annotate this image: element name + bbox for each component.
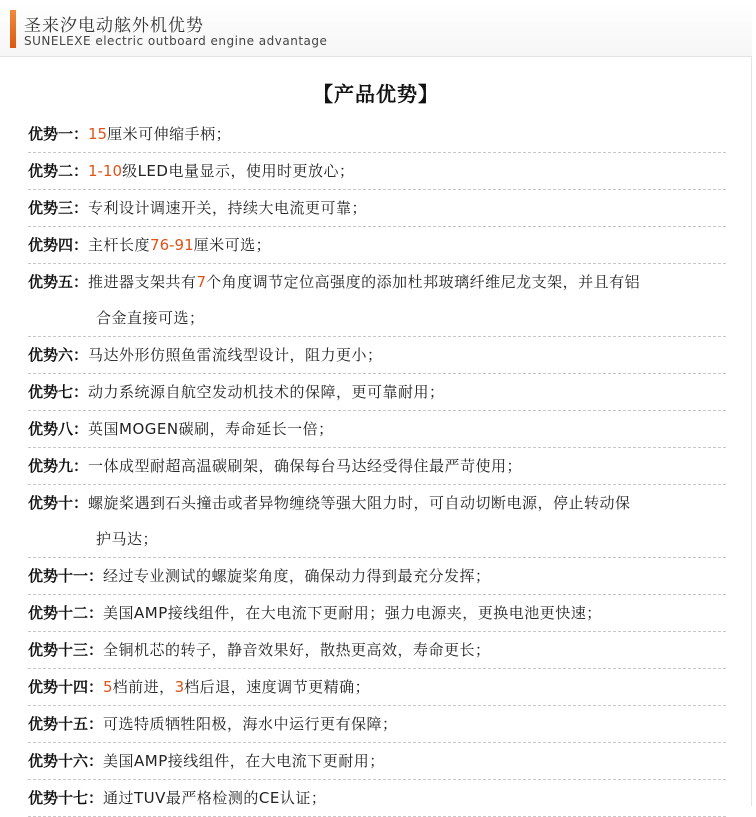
header-subtitle: SUNELEXE electric outboard engine advantage — [24, 34, 328, 48]
highlight-number: 1-10 — [88, 162, 123, 180]
header-title: 圣来汐电动舷外机优势 — [24, 16, 204, 36]
advantage-text: 全铜机芯的转子，静音效果好，散热更高效，寿命更长； — [103, 641, 491, 659]
advantage-item — [28, 632, 726, 669]
advantage-item — [28, 485, 726, 558]
advantage-item — [28, 264, 726, 337]
advantage-label: 优势十七： — [28, 789, 104, 807]
advantage-text: 螺旋桨遇到石头撞击或者异物缠绕等强大阻力时，可自动切断电源，停止转动保 — [88, 494, 631, 512]
advantage-item — [28, 595, 726, 632]
header — [0, 0, 752, 57]
advantage-label: 优势九： — [28, 457, 89, 475]
advantage-list — [28, 116, 726, 817]
highlight-number: 7 — [196, 273, 207, 291]
advantage-text: 美国AMP接线组件，在大电流下更耐用；强力电源夹，更换电池更快速； — [103, 604, 602, 622]
advantage-item — [28, 669, 726, 706]
advantage-item — [28, 780, 726, 817]
advantage-item — [28, 743, 726, 780]
advantage-label: 优势四： — [28, 236, 89, 254]
advantage-item — [28, 706, 726, 743]
advantage-label: 优势十： — [28, 494, 89, 512]
advantage-label: 优势六： — [28, 346, 89, 364]
advantage-label: 优势十六： — [28, 752, 104, 770]
advantage-text: 个角度调节定位高强度的添加杜邦玻璃纤维尼龙支架，并且有铝 — [206, 273, 641, 291]
advantage-text: 厘米可选； — [193, 236, 272, 254]
advantage-text: 可选特质牺牲阳极，海水中运行更有保障； — [103, 715, 398, 733]
highlight-number: 76-91 — [150, 236, 194, 254]
highlight-number: 15 — [88, 125, 108, 143]
advantage-label: 优势八： — [28, 420, 89, 438]
advantage-text: 档后退，速度调节更精确； — [184, 678, 371, 696]
advantage-label: 优势七： — [28, 383, 89, 401]
highlight-number: 3 — [174, 678, 185, 696]
advantage-text-continued: 合金直接可选； — [96, 309, 205, 327]
advantage-text: 马达外形仿照鱼雷流线型设计，阻力更小； — [88, 346, 383, 364]
advantage-item — [28, 558, 726, 595]
advantage-text: 经过专业测试的螺旋桨角度，确保动力得到最充分发挥； — [103, 567, 491, 585]
advantage-item — [28, 337, 726, 374]
advantage-text: 档前进， — [112, 678, 175, 696]
advantage-item — [28, 153, 726, 190]
header-accent-bar — [10, 10, 16, 48]
advantage-label: 优势二： — [28, 162, 89, 180]
advantage-item — [28, 190, 726, 227]
advantage-text: 主杆长度 — [88, 236, 151, 254]
advantage-text: 推进器支架共有 — [88, 273, 197, 291]
advantage-item — [28, 116, 726, 153]
advantage-text: 美国AMP接线组件，在大电流下更耐用； — [103, 752, 385, 770]
advantage-label: 优势十一： — [28, 567, 104, 585]
advantage-label: 优势十五： — [28, 715, 104, 733]
advantage-text: 通过TUV最严格检测的CE认证； — [103, 789, 327, 807]
advantage-label: 优势三： — [28, 199, 89, 217]
advantage-label: 优势十四： — [28, 678, 104, 696]
advantage-item — [28, 227, 726, 264]
advantage-label: 优势十三： — [28, 641, 104, 659]
advantage-text-continued: 护马达； — [96, 530, 159, 548]
highlight-number: 5 — [103, 678, 113, 696]
advantage-text: 一体成型耐超高温碳刷架，确保每台马达经受得住最严苛使用； — [88, 457, 523, 475]
advantage-item — [28, 374, 726, 411]
advantage-label: 优势十二： — [28, 604, 104, 622]
advantage-text: 动力系统源自航空发动机技术的保障，更可靠耐用； — [88, 383, 445, 401]
advantage-text: 英国MOGEN碳刷，寿命延长一倍； — [88, 420, 334, 438]
section-title: 【产品优势】 — [313, 82, 439, 106]
advantage-text: 专利设计调速开关，持续大电流更可靠； — [88, 199, 368, 217]
advantage-text: 厘米可伸缩手柄； — [107, 125, 232, 143]
advantage-label: 优势五： — [28, 273, 89, 291]
advantage-label: 优势一： — [28, 125, 89, 143]
advantage-item — [28, 448, 726, 485]
advantage-text: 级LED电量显示，使用时更放心； — [122, 162, 355, 180]
advantage-item — [28, 411, 726, 448]
